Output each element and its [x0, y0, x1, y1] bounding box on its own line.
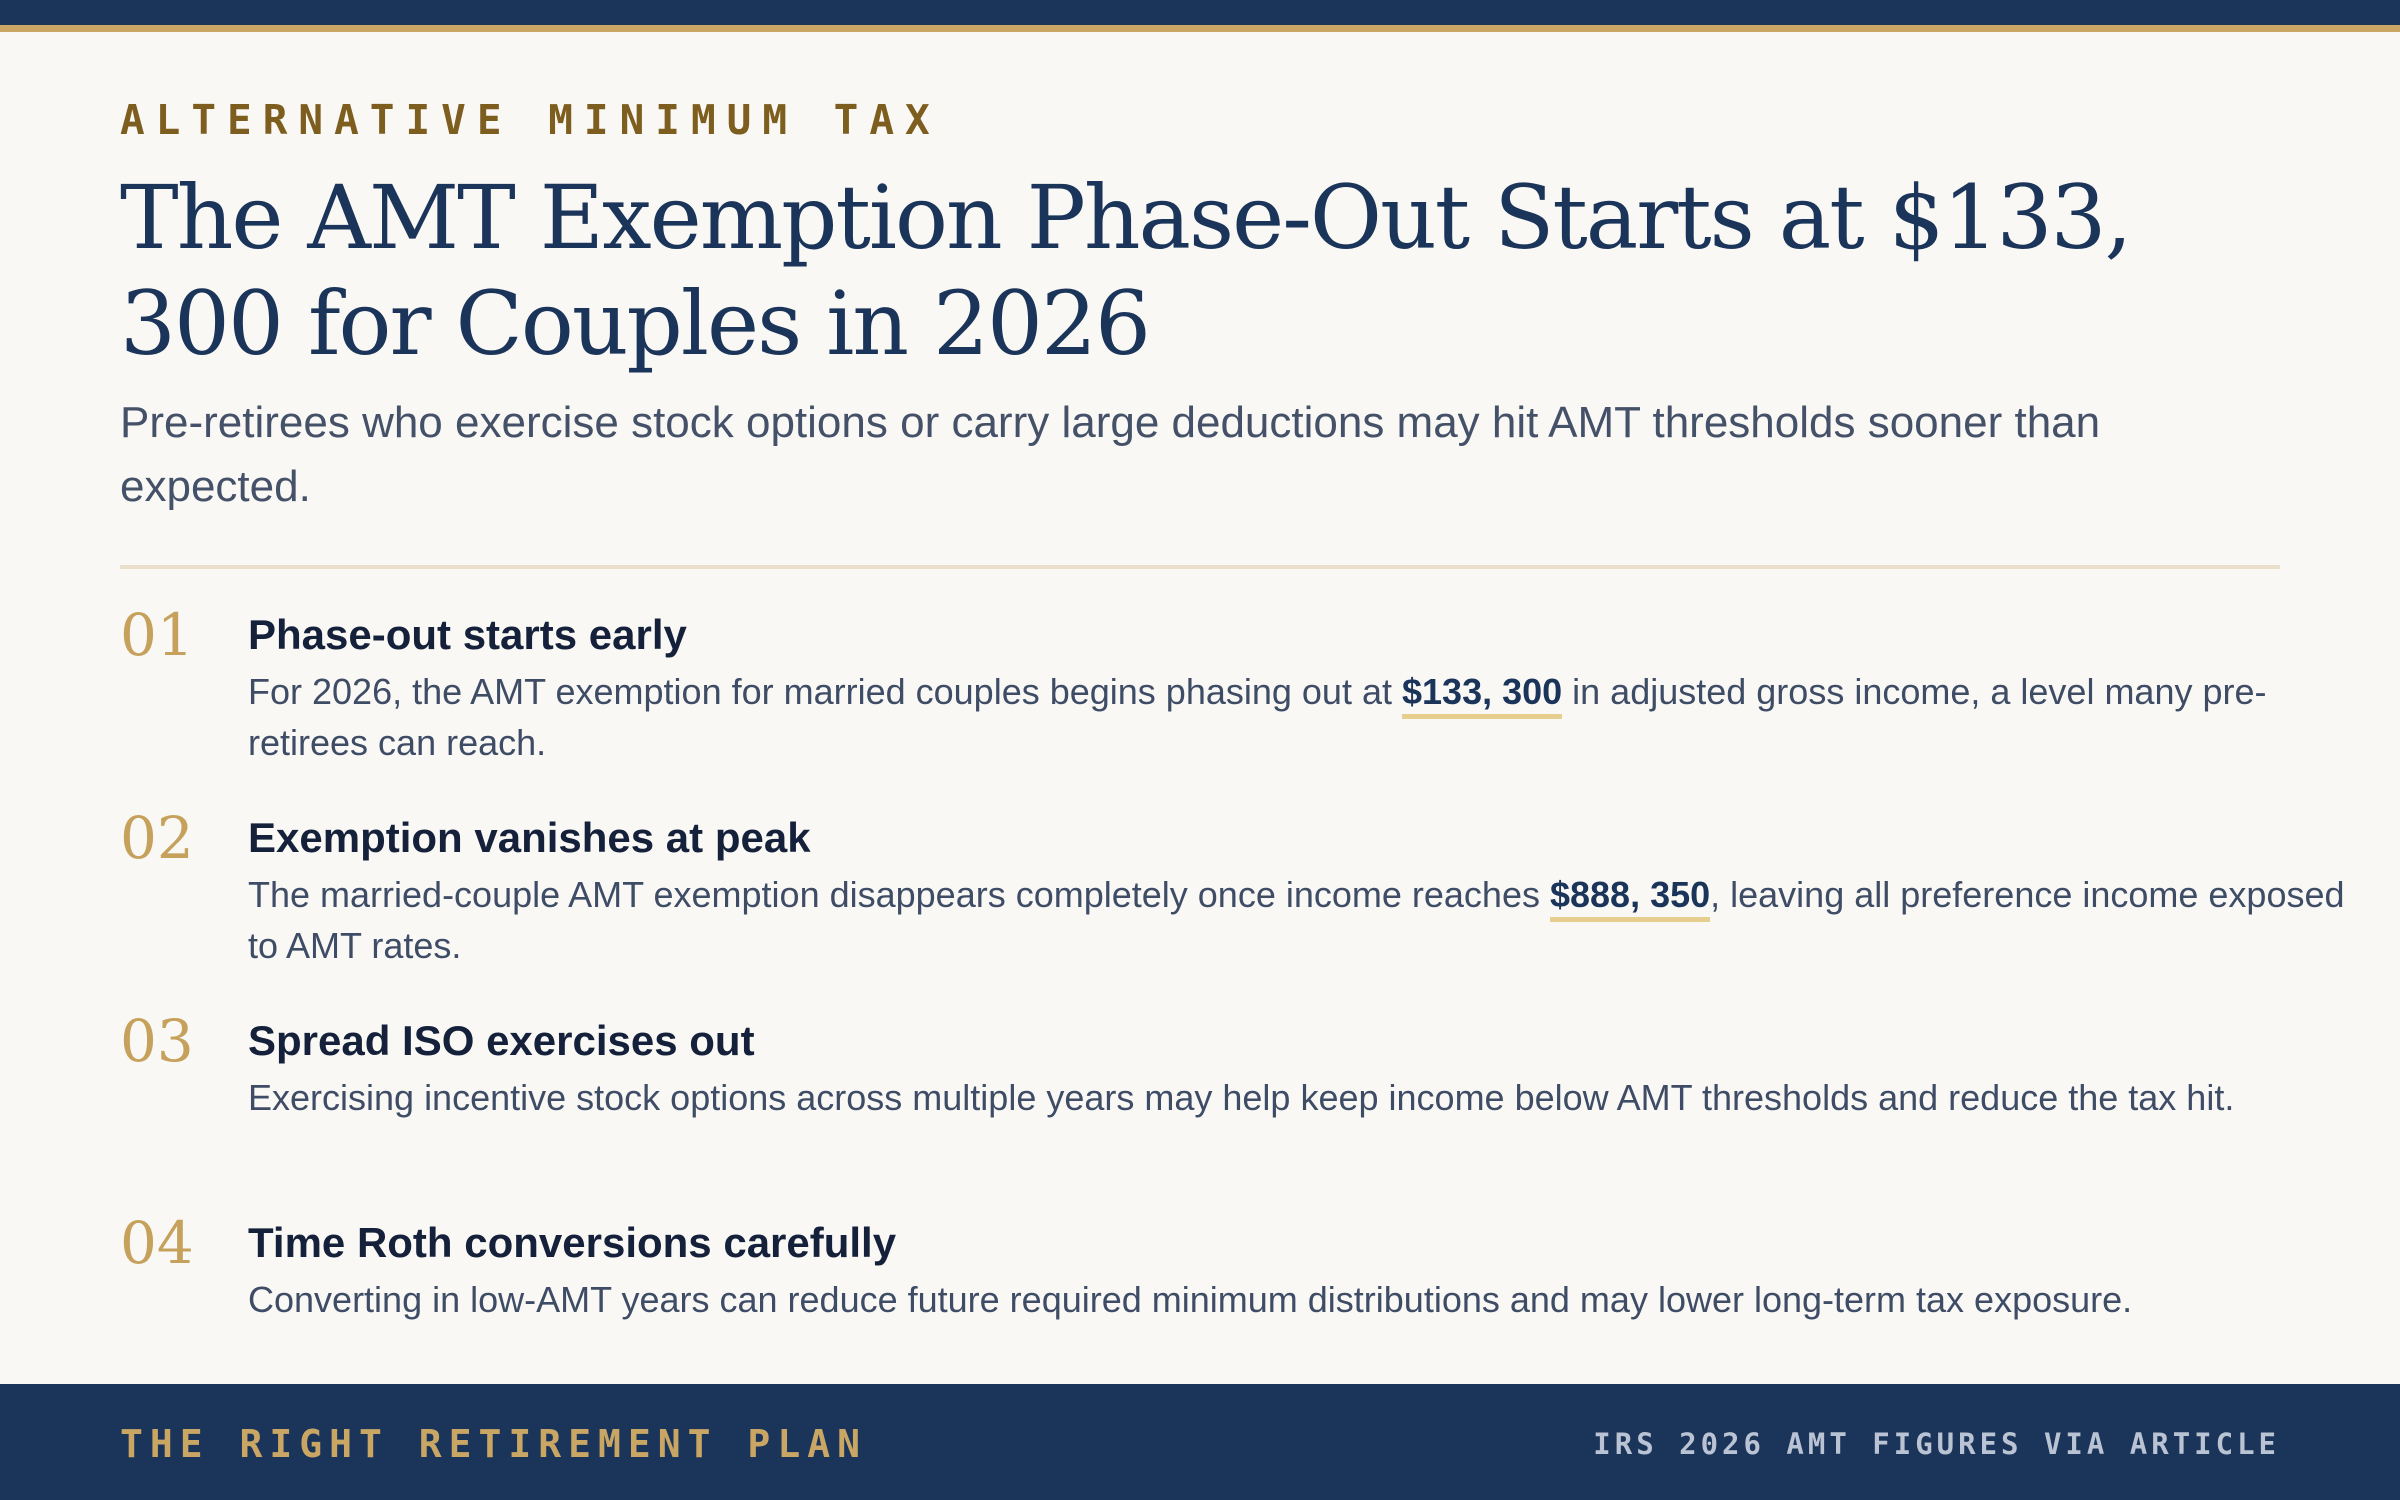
highlight-figure: $888, 350 — [1550, 874, 1710, 922]
deck-subtitle: Pre-retirees who exercise stock options or carry large deductions may hit AMT thresholds sooner than expected. — [120, 398, 2101, 511]
footer-bar — [0, 1384, 2400, 1500]
item-number: 01 — [120, 601, 194, 669]
item-number: 02 — [120, 804, 194, 872]
top-gold-rule — [0, 25, 2400, 32]
item-body-text: , leaving all preference income exposed to AMT rates. — [248, 874, 2345, 966]
item-body-text: For 2026, the AMT exemption for married couples begins phasing out at — [248, 671, 1402, 712]
item-body — [248, 1274, 2348, 1325]
eyebrow-label: ALTERNATIVE MINIMUM TAX — [120, 96, 941, 144]
item-body — [248, 666, 2348, 768]
item-title: Phase-out starts early — [248, 611, 687, 658]
item-title: Spread ISO exercises out — [248, 1017, 755, 1064]
item-body — [248, 1072, 2348, 1123]
section-divider — [120, 565, 2280, 569]
item-body-text: in adjusted gross income, a level many pre-retirees can reach. — [248, 671, 2267, 763]
item-body-text: The married-couple AMT exemption disappears completely once income reaches — [248, 874, 1550, 915]
item-title: Time Roth conversions carefully — [248, 1219, 897, 1266]
item-number: 03 — [120, 1007, 194, 1075]
item-number: 04 — [120, 1209, 194, 1277]
highlight-figure: $133, 300 — [1402, 671, 1562, 719]
source-note: IRS 2026 AMT FIGURES VIA ARTICLE — [1593, 1427, 2280, 1461]
page-title: The AMT Exemption Phase-Out Starts at $133, 300 for Couples in 2026 — [120, 166, 2131, 375]
top-bar — [0, 0, 2400, 25]
brand-name: THE RIGHT RETIREMENT PLAN — [120, 1422, 867, 1466]
item-body-text: Exercising incentive stock options across multiple years may help keep income below AMT thresholds and reduce the tax hit. — [248, 1077, 2235, 1118]
item-body-text: Converting in low-AMT years can reduce future required minimum distributions and may lower long-term tax exposure. — [248, 1279, 2133, 1320]
item-title: Exemption vanishes at peak — [248, 814, 811, 861]
item-body — [248, 869, 2348, 971]
header-section — [120, 95, 2280, 519]
